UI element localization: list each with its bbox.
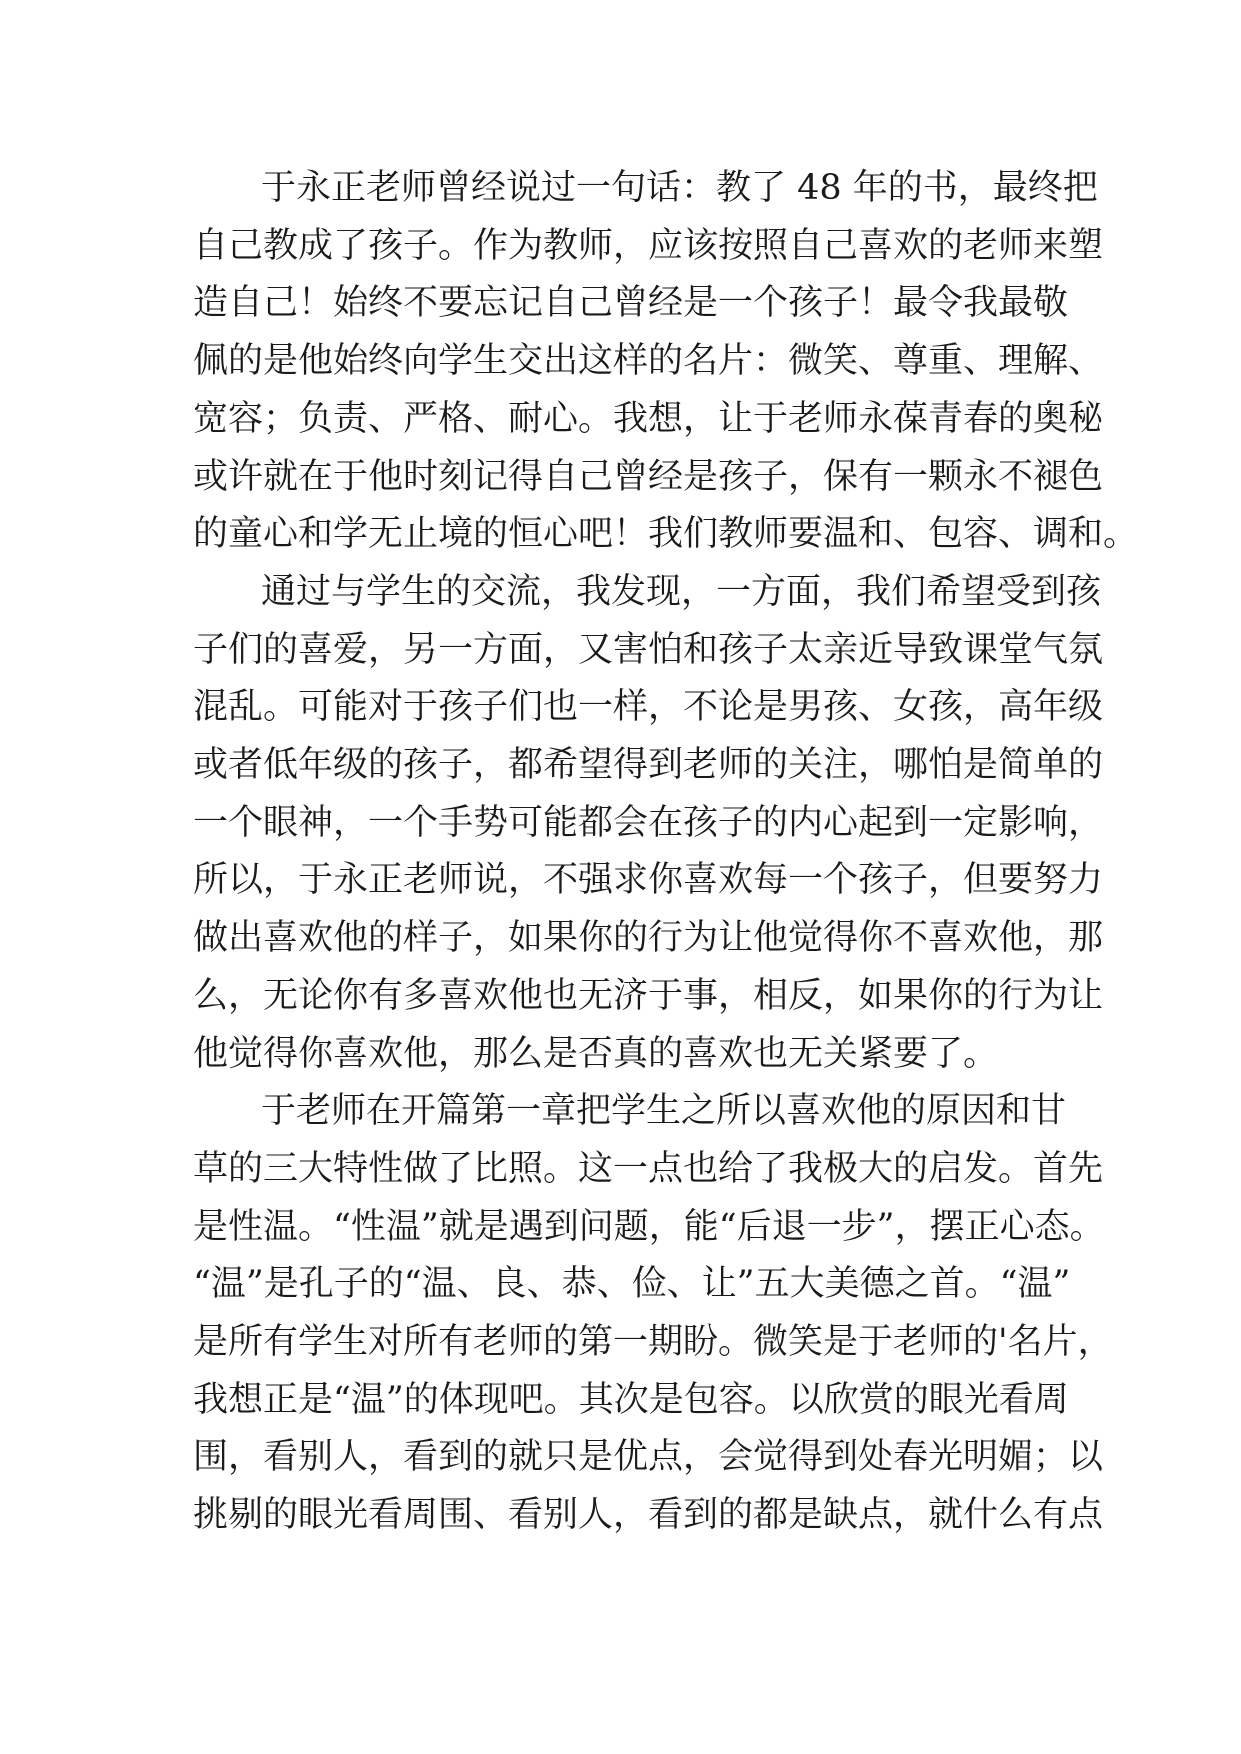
text-line: 混乱。可能对于孩子们也一样，不论是男孩、女孩，高年级: [193, 687, 1104, 728]
text-line: 通过与学生的交流，我发现，一方面，我们希望受到孩: [261, 571, 1102, 612]
text-line: 么，无论你有多喜欢他也无济于事，相反，如果你的行为让: [193, 975, 1104, 1016]
text-line: 围，看别人，看到的就只是优点，会觉得到处春光明媚；以: [193, 1437, 1104, 1478]
text-line: 于永正老师曾经说过一句话：教了 48 年的书，最终把: [261, 168, 1098, 208]
text-line: 是性温。“性温”就是遇到问题，能“后退一步”，摆正心态。: [193, 1206, 1105, 1247]
text-line: 他觉得你喜欢他，那么是否真的喜欢也无关紧要了。: [193, 1033, 999, 1074]
text-line: 的童心和学无止境的恒心吧！我们教师要温和、包容、调和。: [193, 514, 1139, 555]
text-line: 所以，于永正老师说，不强求你喜欢每一个孩子，但要努力: [193, 860, 1104, 901]
text-line: 造自己！始终不要忘记自己曾经是一个孩子！最令我最敬: [193, 283, 1069, 324]
text-line: 自己教成了孩子。作为教师，应该按照自己喜欢的老师来塑: [193, 225, 1104, 266]
paragraph-1: [193, 160, 1139, 564]
text-line: 或许就在于他时刻记得自己曾经是孩子，保有一颗永不褪色: [193, 456, 1104, 497]
text-line: “温”是孔子的“温、良、恭、俭、让”五大美德之首。“温”: [193, 1264, 1071, 1305]
text-line: 子们的喜爱，另一方面，又害怕和孩子太亲近导致课堂气氛: [193, 629, 1104, 670]
paragraph-2: [193, 564, 1104, 1083]
text-line: 是所有学生对所有老师的第一期盼。微笑是于老师的'名片，: [193, 1322, 1113, 1363]
text-line: 或者低年级的孩子，都希望得到老师的关注，哪怕是简单的: [193, 745, 1104, 786]
text-line: 挑剔的眼光看周围、看别人，看到的都是缺点，就什么有点: [193, 1495, 1104, 1536]
text-line: 一个眼神，一个手势可能都会在孩子的内心起到一定影响，: [193, 802, 1104, 843]
text-line: 做出喜欢他的样子，如果你的行为让他觉得你不喜欢他，那: [193, 918, 1104, 959]
document-body: [193, 160, 1139, 1545]
text-line: 于老师在开篇第一章把学生之所以喜欢他的原因和甘: [261, 1091, 1067, 1132]
text-line: 佩的是他始终向学生交出这样的名片：微笑、尊重、理解、: [193, 341, 1104, 382]
text-line: 宽容；负责、严格、耐心。我想，让于老师永葆青春的奥秘: [193, 398, 1104, 439]
paragraph-3: [193, 1083, 1113, 1545]
text-line: 我想正是“温”的体现吧。其次是包容。以欣赏的眼光看周: [193, 1379, 1069, 1420]
text-line: 草的三大特性做了比照。这一点也给了我极大的启发。首先: [193, 1148, 1104, 1189]
